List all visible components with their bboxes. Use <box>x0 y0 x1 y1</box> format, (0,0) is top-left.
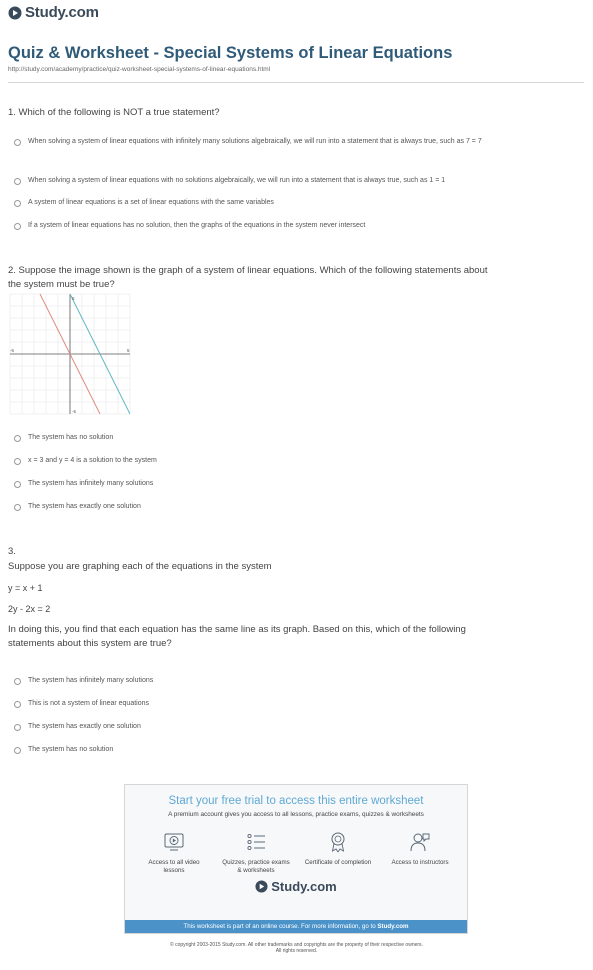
option-label: The system has exactly one solution <box>28 723 141 730</box>
feature-quizzes <box>221 831 291 875</box>
page-url: http://study.com/academy/practice/quiz-worksheet-special-systems-of-linear-equations.html <box>8 66 271 73</box>
q3-option-a[interactable] <box>14 676 582 686</box>
question-3-text: Suppose you are graphing each of the equations in the system <box>8 561 272 572</box>
feature-certificate <box>303 831 373 867</box>
page-title: Quiz & Worksheet - Special Systems of Linear Equations <box>8 44 453 62</box>
radio-button[interactable] <box>14 458 21 465</box>
brand-name: Study.com <box>25 4 99 21</box>
equation-2: 2y - 2x = 2 <box>8 604 51 614</box>
q3-option-c[interactable] <box>14 722 582 732</box>
equation-1: y = x + 1 <box>8 583 43 593</box>
q1-option-a[interactable] <box>14 137 582 147</box>
tick-left: -5 <box>10 348 15 353</box>
feature-label: Quizzes, practice exams & worksheets <box>222 859 290 874</box>
divider <box>8 82 584 83</box>
radio-button[interactable] <box>14 178 21 185</box>
tick-bottom: -5 <box>72 409 77 414</box>
banner-brand-logo[interactable] <box>125 879 467 894</box>
feature-label: Access to instructors <box>391 859 449 866</box>
q1-option-d[interactable] <box>14 221 582 231</box>
q2-option-a[interactable] <box>14 433 582 443</box>
radio-button[interactable] <box>14 139 21 146</box>
q1-option-b[interactable] <box>14 176 582 186</box>
copyright <box>0 942 593 954</box>
question-3-number: 3. <box>8 546 16 557</box>
option-label: When solving a system of linear equations with no solutions algebraically, we will run into a statement that is always true, such as 1 = 1 <box>28 177 446 184</box>
q2-option-d[interactable] <box>14 502 582 512</box>
radio-button[interactable] <box>14 747 21 754</box>
feature-label: Access to all video lessons <box>148 859 200 874</box>
q2-option-c[interactable] <box>14 479 582 489</box>
q1-option-c[interactable] <box>14 198 582 208</box>
certificate-icon <box>327 831 349 853</box>
system-graph <box>8 292 134 416</box>
radio-button[interactable] <box>14 701 21 708</box>
option-label: A system of linear equations is a set of linear equations with the same variables <box>28 199 274 206</box>
feature-instructors <box>385 831 455 867</box>
banner-bar-text: This worksheet is part of an online course. For more information, go to <box>183 923 378 930</box>
feature-video-lessons <box>139 831 209 875</box>
quiz-list-icon <box>245 831 267 853</box>
q2-option-b[interactable] <box>14 456 582 466</box>
copyright-line-2: All rights reserved. <box>275 948 318 954</box>
radio-button[interactable] <box>14 724 21 731</box>
question-3-text-2: In doing this, you find that each equation has the same line as its graph. Based on this, which of the following statements about this system are true? <box>8 624 466 649</box>
q3-option-b[interactable] <box>14 699 582 709</box>
banner-subtitle: A premium account gives you access to all lessons, practice exams, quizzes & worksheets <box>168 811 424 818</box>
question-1-text: 1. Which of the following is NOT a true statement? <box>8 107 220 118</box>
option-label: The system has infinitely many solutions <box>28 480 154 487</box>
option-label: The system has exactly one solution <box>28 503 141 510</box>
radio-button[interactable] <box>14 481 21 488</box>
instructor-icon <box>409 831 431 853</box>
brand-logo[interactable] <box>8 4 99 21</box>
banner-brand-name: Study.com <box>271 879 337 894</box>
radio-button[interactable] <box>14 223 21 230</box>
option-label: The system has no solution <box>28 434 114 441</box>
banner-footer-bar <box>125 920 467 933</box>
radio-button[interactable] <box>14 504 21 511</box>
option-label: This is not a system of linear equations <box>28 700 150 707</box>
study-logo-icon <box>8 6 22 20</box>
radio-button[interactable] <box>14 200 21 207</box>
feature-label: Certificate of completion <box>304 859 372 866</box>
study-logo-icon <box>255 880 268 893</box>
question-2-text: 2. Suppose the image shown is the graph of a system of linear equations. Which of the following statements about the system must be true? <box>8 265 488 290</box>
banner-bar-link[interactable]: Study.com <box>377 923 409 930</box>
option-label: The system has no solution <box>28 746 114 753</box>
tick-right: 5 <box>127 348 130 353</box>
tick-top: 5 <box>72 296 75 301</box>
option-label: If a system of linear equations has no solution, then the graphs of the equations in the system never intersect <box>28 222 366 229</box>
free-trial-banner[interactable] <box>124 784 468 934</box>
radio-button[interactable] <box>14 678 21 685</box>
copyright-line-1: © copyright 2003-2015 Study.com. All other trademarks and copyrights are the property of their respective owners. <box>170 942 423 948</box>
banner-heading: Start your free trial to access this entire worksheet <box>168 795 424 807</box>
option-label: The system has infinitely many solutions <box>28 677 154 684</box>
radio-button[interactable] <box>14 435 21 442</box>
option-label: When solving a system of linear equations with infinitely many solutions algebraically, we will run into a statement that is always true, such as 7 = 7 <box>28 138 482 145</box>
option-label: x = 3 and y = 4 is a solution to the system <box>28 457 157 464</box>
video-lesson-icon <box>163 831 185 853</box>
q3-option-d[interactable] <box>14 745 582 755</box>
